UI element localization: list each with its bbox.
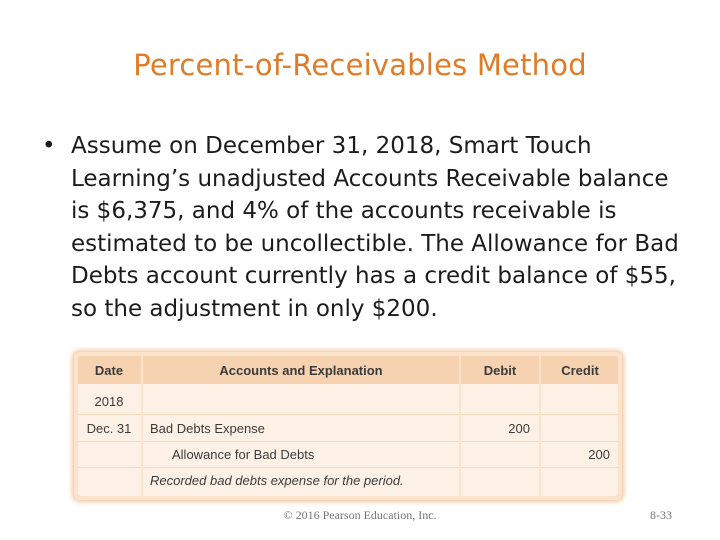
row-credit: 200 [588,446,610,462]
copyright-footer: © 2016 Pearson Education, Inc. [283,508,437,522]
row-date: 2018 [94,393,124,409]
row-account: Bad Debts Expense [150,420,265,436]
table-header-row [78,356,618,384]
journal-entry-table [74,352,622,500]
row-account: Allowance for Bad Debts [172,446,315,462]
bullet-text: Assume on December 31, 2018, Smart Touch Learning’s unadjusted Accounts Receivable balance is $6,375, and 4% of the accounts receivable is estimated to be uncollectible. The Allowance for Bad Debts account currently has a credit balance of $55, so the adjustment in only $200. [71,133,679,322]
table-row [78,388,618,414]
row-credit [542,415,618,441]
row-debit [462,467,538,493]
row-date: Dec. 31 [86,420,132,436]
row-date [78,467,140,493]
row-credit [542,388,618,414]
column-divider [459,356,461,496]
column-divider [539,356,541,496]
row-date [78,441,140,467]
table-row [78,415,618,441]
row-debit [462,441,538,467]
header-debit: Debit [483,362,517,378]
row-credit [542,467,618,493]
table-row [78,467,618,493]
header-account: Accounts and Explanation [219,362,383,378]
row-account [144,388,458,414]
column-divider [141,356,143,496]
page-number: 8-33 [650,508,672,522]
journal-table-body [78,356,618,496]
row-explanation: Recorded bad debts expense for the period. [150,472,404,488]
table-row [78,441,618,467]
row-debit [462,388,538,414]
header-date: Date [94,362,124,378]
bullet-marker: • [42,133,56,159]
header-credit: Credit [561,362,599,378]
bullet-point [42,130,682,325]
row-debit: 200 [508,420,530,436]
slide-title: Percent-of-Receivables Method [133,48,587,82]
